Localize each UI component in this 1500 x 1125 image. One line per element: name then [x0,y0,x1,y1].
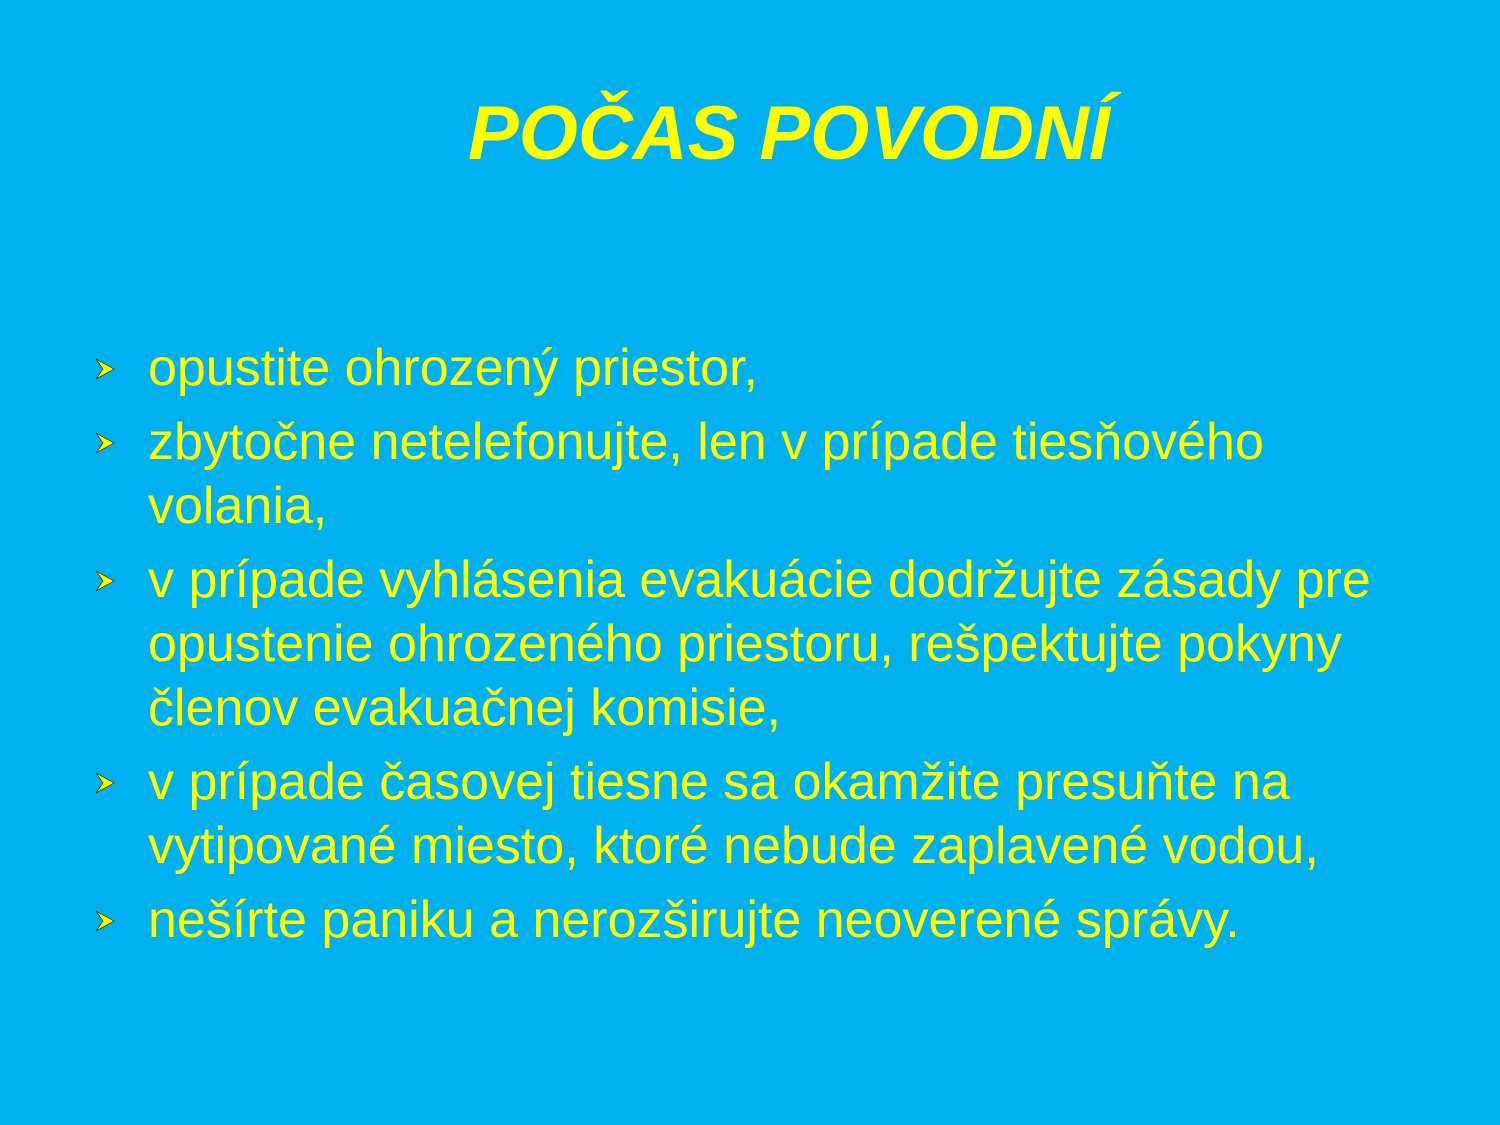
list-item [88,888,1428,952]
list-item-text: zbytočne netelefonujte, len v prípade tiesňového volania, [148,413,1264,535]
chevron-arrow-icon [94,356,120,382]
list-item-text: v prípade vyhlásenia evakuácie dodržujte zásady pre opustenie ohrozeného priestoru, rešpektujte pokyny členov evakuačnej komisie, [148,551,1371,737]
bullet-list [88,336,1428,962]
list-item [88,548,1428,740]
list-item-text: nešírte paniku a nerozširujte neoverené správy. [148,891,1240,949]
slide-title: POČAS POVODNÍ [468,91,1110,176]
list-item [88,336,1428,400]
chevron-arrow-icon [94,568,120,594]
list-item [88,750,1428,878]
list-item-text: opustite ohrozený priestor, [148,339,758,397]
list-item [88,410,1428,538]
chevron-arrow-icon [94,430,120,456]
chevron-arrow-icon [94,908,120,934]
chevron-arrow-icon [94,770,120,796]
list-item-text: v prípade časovej tiesne sa okamžite presuňte na vytipované miesto, ktoré nebude zaplavené vodou, [148,753,1319,875]
